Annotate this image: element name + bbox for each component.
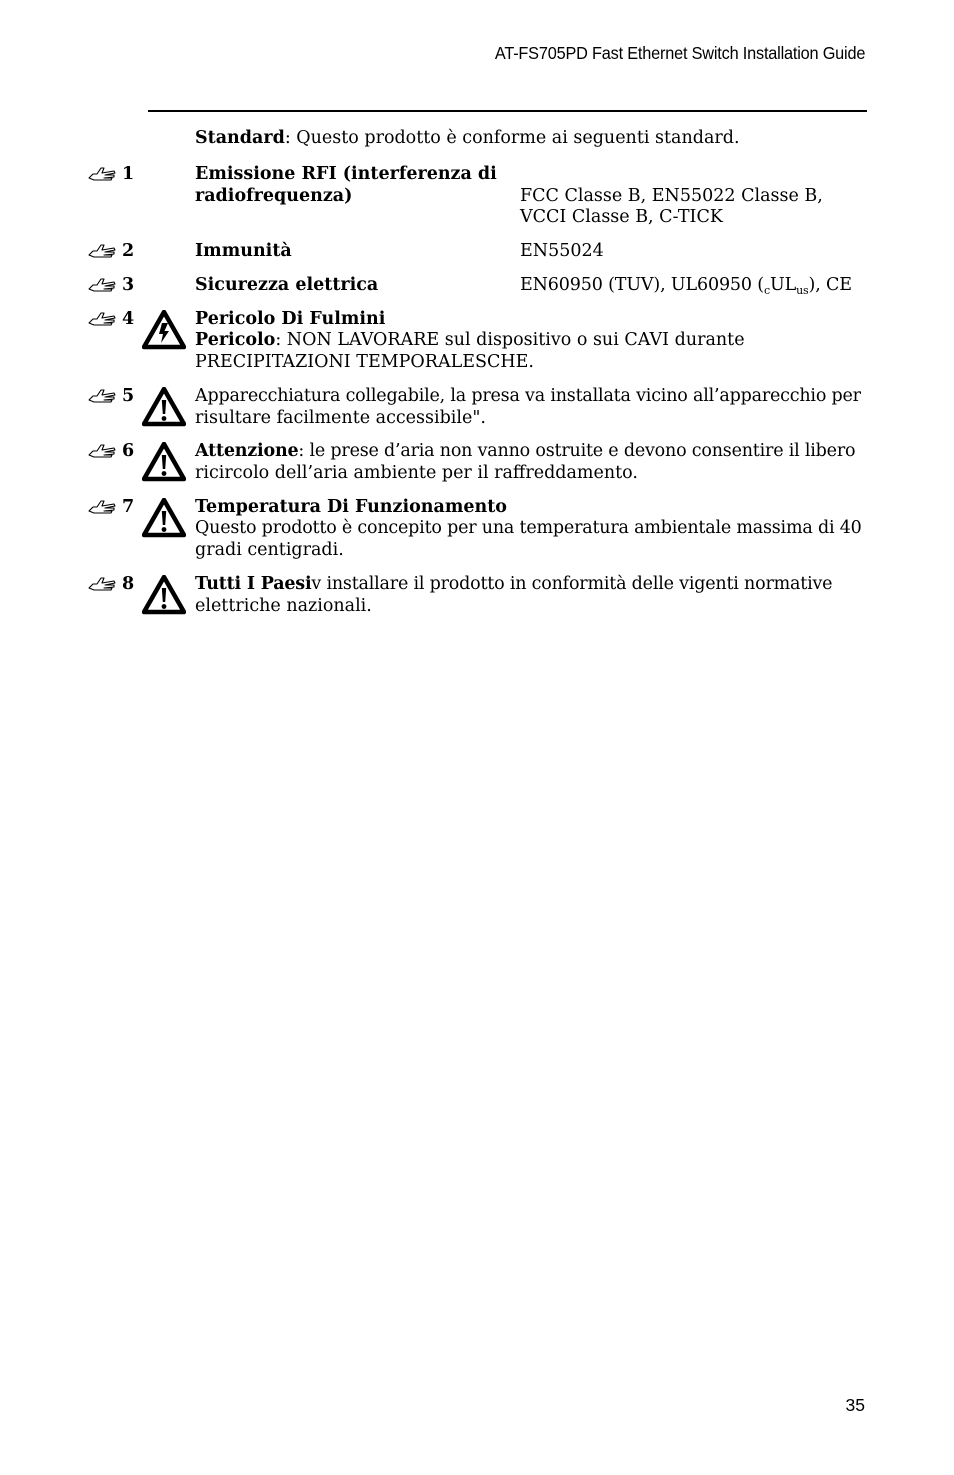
item-5-marker: 5 — [88, 385, 134, 407]
item-4-line2: PRECIPITAZIONI TEMPORALESCHE. — [195, 352, 534, 372]
item-6-marker: 6 — [88, 440, 134, 462]
pointing-hand-icon — [88, 498, 118, 514]
header-rule — [148, 110, 867, 112]
item-2-title: Immunità — [195, 241, 292, 261]
item-3-title: Sicurezza elettrica — [195, 275, 379, 295]
pointing-hand-icon — [88, 242, 118, 258]
item-1-title-line2: radiofrequenza) — [195, 186, 353, 206]
pointing-hand-icon — [88, 575, 118, 591]
item-7-title: Temperatura Di Funzionamento — [195, 497, 507, 517]
item-1-value-line2: VCCI Classe B, C-TICK — [520, 207, 723, 227]
pointing-hand-icon — [88, 442, 118, 458]
intro-label: Standard — [195, 128, 285, 148]
pointing-hand-icon — [88, 310, 118, 326]
pointing-hand-icon — [88, 387, 118, 403]
pointing-hand-icon — [88, 276, 118, 292]
item-4-line1: Pericolo: NON LAVORARE sul dispositivo o sui CAVI durante — [195, 330, 745, 350]
item-6-line2: ricircolo dell’aria ambiente per il raffreddamento. — [195, 463, 638, 483]
item-3-marker: 3 — [88, 274, 134, 296]
item-6-line1: Attenzione: le prese d’aria non vanno ostruite e devono consentire il libero — [195, 441, 856, 461]
pointing-hand-icon — [88, 165, 118, 181]
lightning-warning-icon — [142, 310, 186, 350]
item-7-line2: gradi centigradi. — [195, 540, 344, 560]
intro-text — [195, 127, 740, 149]
item-2-marker: 2 — [88, 240, 134, 262]
warning-triangle-icon — [142, 498, 186, 538]
warning-triangle-icon — [142, 442, 186, 482]
item-1-title-line1: Emissione RFI (interferenza di — [195, 164, 497, 184]
item-7-marker: 7 — [88, 496, 134, 518]
item-5-line2: risultare facilmente accessibile". — [195, 408, 486, 428]
warning-triangle-icon — [142, 575, 186, 615]
item-3-value: EN60950 (TUV), UL60950 $(_cUL_{us})$, CE — [520, 275, 852, 297]
item-4-marker: 4 — [88, 308, 134, 330]
item-8-marker: 8 — [88, 573, 134, 595]
item-7-line1: Questo prodotto è concepito per una temperatura ambientale massima di 40 — [195, 518, 862, 538]
running-header: AT-FS705PD Fast Ethernet Switch Installation Guide — [494, 43, 865, 63]
page-number: 35 — [845, 1395, 865, 1415]
item-8-line2: elettriche nazionali. — [195, 596, 372, 616]
item-1-marker: 1 — [88, 163, 134, 185]
warning-triangle-icon — [142, 387, 186, 427]
intro-body: : Questo prodotto è conforme ai seguenti standard. — [284, 128, 740, 148]
item-1-value-line1: FCC Classe B, EN55022 Classe B, — [520, 186, 823, 206]
item-5-line1: Apparecchiatura collegabile, la presa va installata vicino all’apparecchio per — [195, 386, 861, 406]
item-2-value: EN55024 — [520, 241, 604, 261]
item-8-line1: Tutti I Paesiv installare il prodotto in conformità delle vigenti normative — [195, 574, 833, 594]
item-4-title: Pericolo Di Fulmini — [195, 309, 386, 329]
